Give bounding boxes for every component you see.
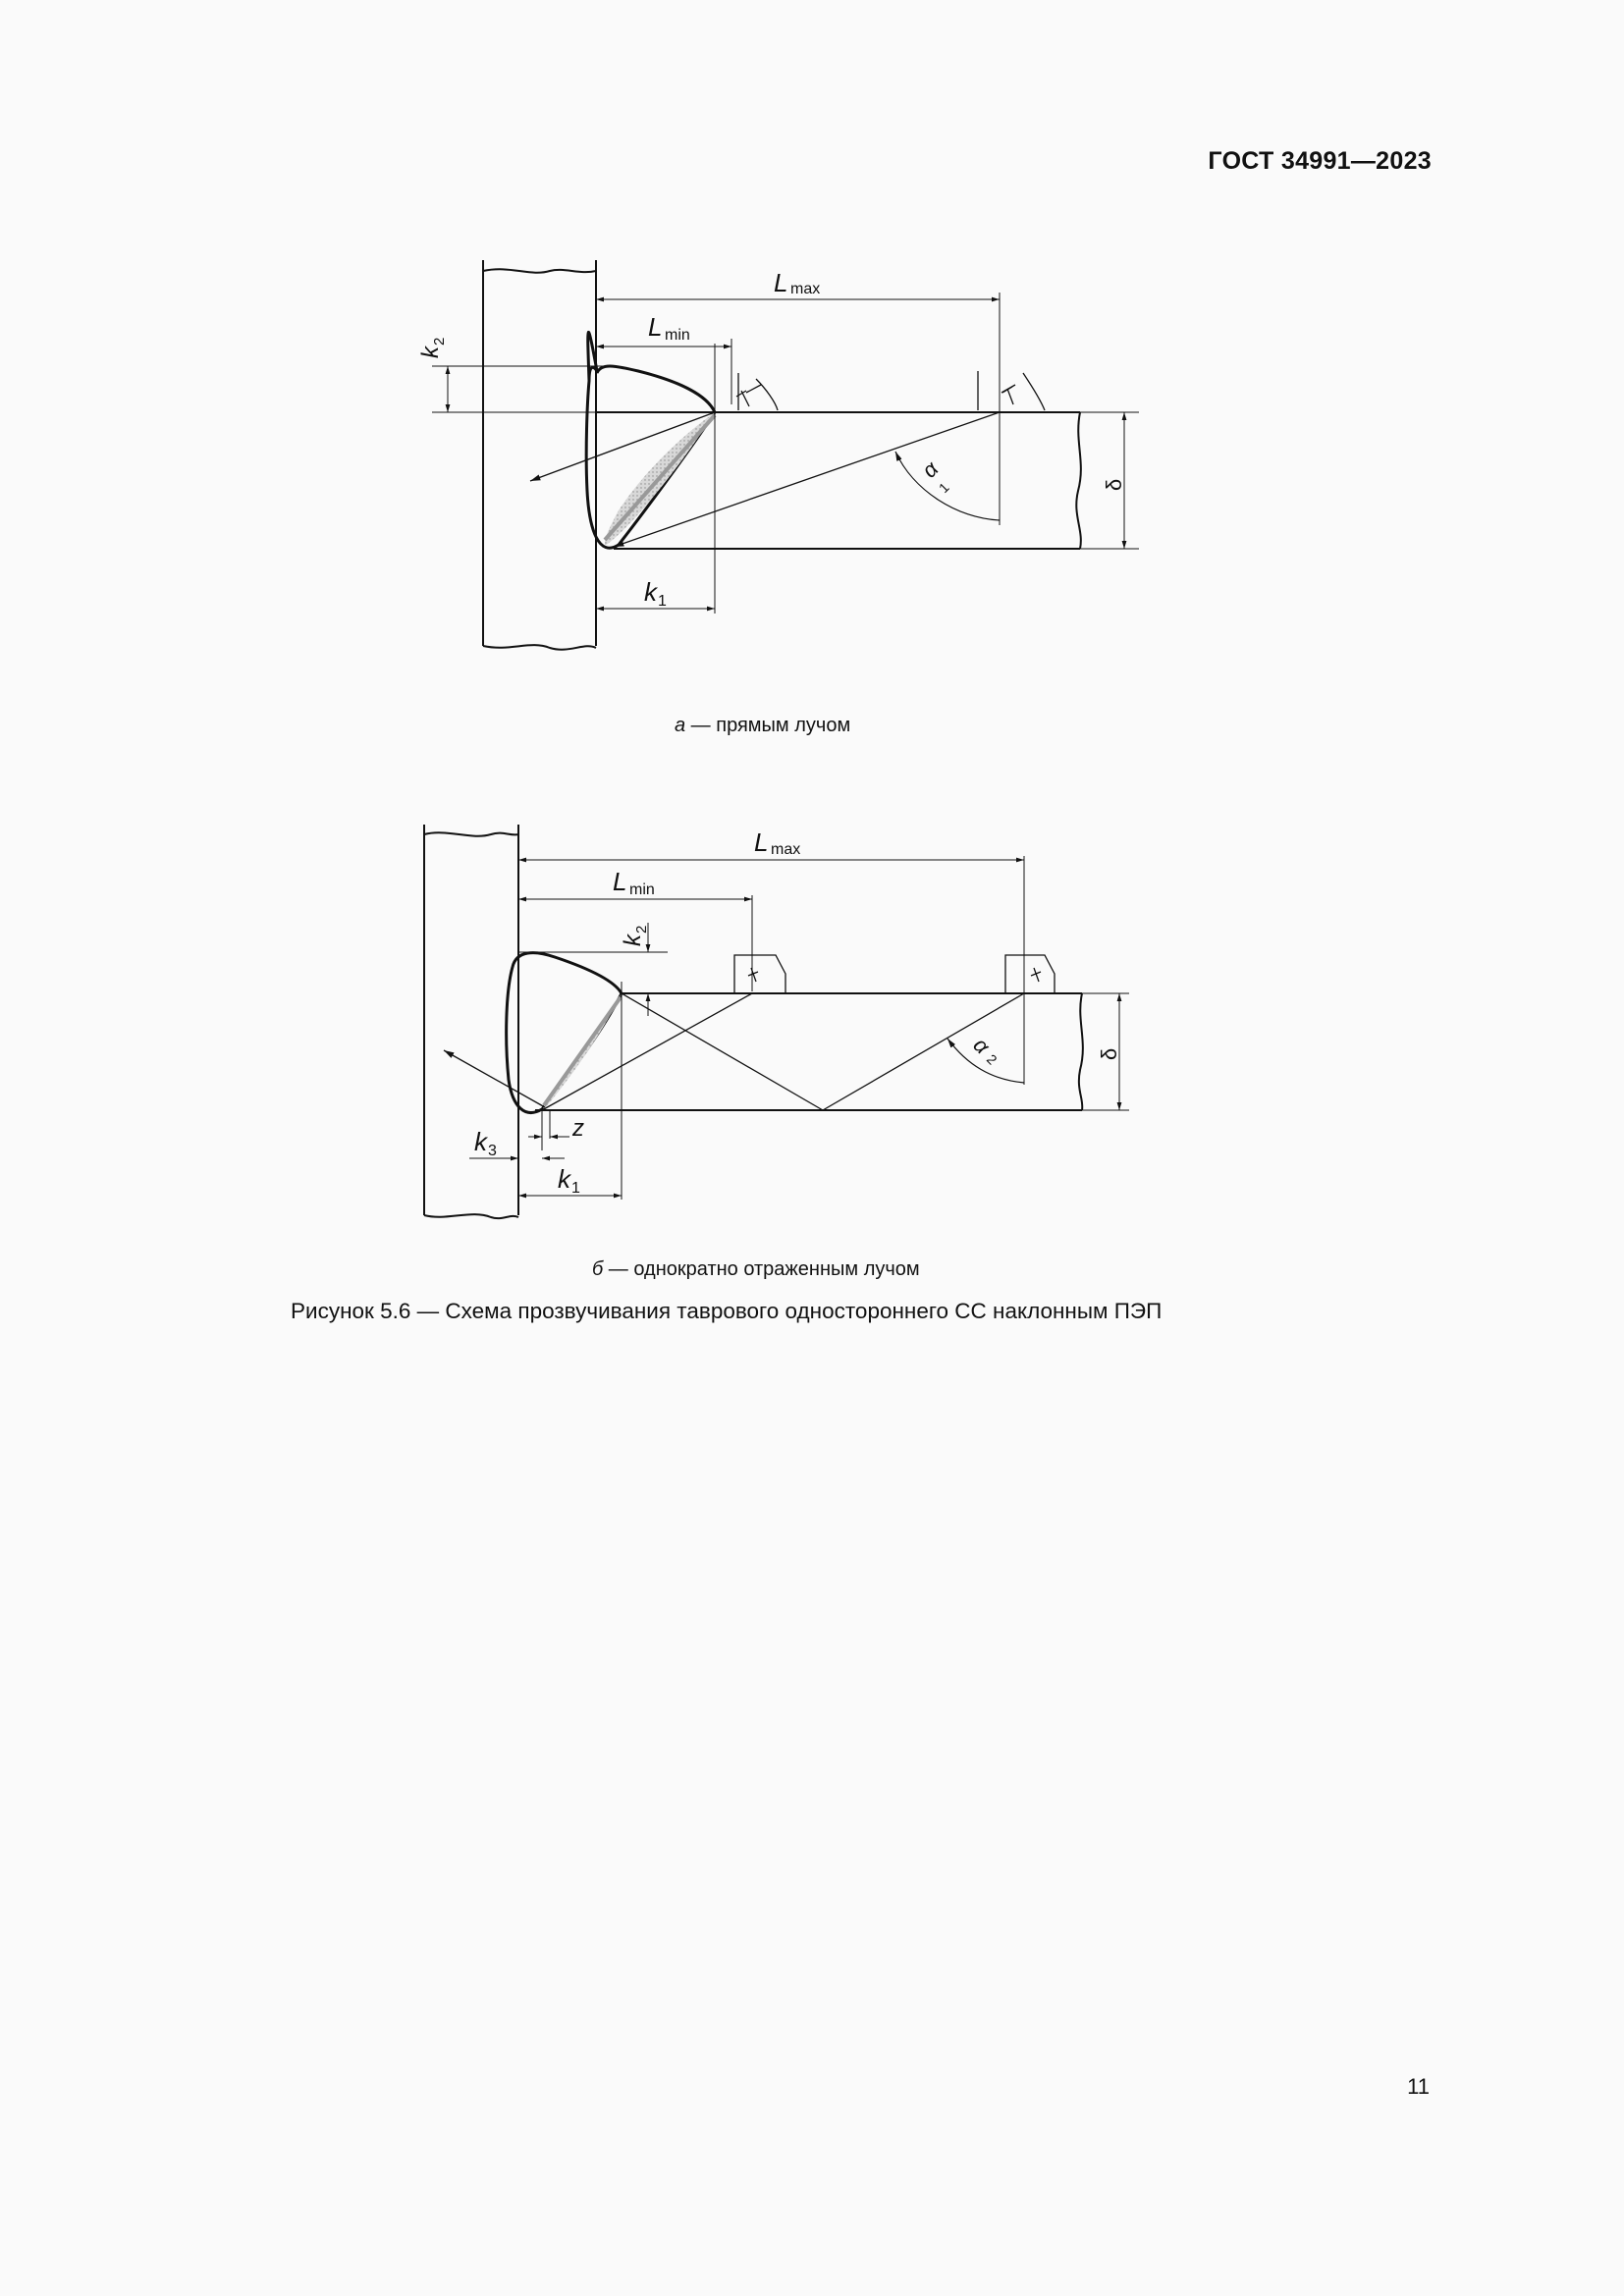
probe-2 bbox=[978, 371, 1045, 410]
label-k1: k bbox=[644, 577, 657, 607]
label-L-max: L bbox=[774, 268, 788, 297]
label-k2-sub: 2 bbox=[431, 337, 448, 346]
page-number: 11 bbox=[1407, 2074, 1430, 2099]
figure-a-drawing bbox=[0, 250, 1624, 663]
label-b-L-max: L bbox=[754, 828, 769, 857]
weld-bead-b bbox=[507, 953, 622, 1113]
label-b-L-min: L bbox=[613, 867, 627, 896]
label-b-k1-sub: 1 bbox=[571, 1180, 580, 1197]
figure-a bbox=[0, 250, 1624, 663]
label-b-alpha2-sub: 2 bbox=[983, 1050, 1001, 1068]
probe-b-2 bbox=[1005, 955, 1055, 992]
label-b-z: z bbox=[572, 1115, 584, 1142]
label-b-k3: k bbox=[474, 1127, 487, 1156]
label-b-max-sub: max bbox=[771, 841, 801, 858]
probe-b-1 bbox=[734, 955, 785, 992]
plate-outline-b bbox=[535, 993, 1083, 1110]
label-L-min: L bbox=[648, 312, 663, 342]
label-min-sub: min bbox=[665, 327, 690, 344]
figure-b-letter: б bbox=[592, 1258, 604, 1280]
figure-b-caption bbox=[0, 1258, 1624, 1281]
figure-b-caption-text: — однократно отраженным лучом bbox=[603, 1258, 920, 1280]
figure-a-caption-text: — прямым лучом bbox=[685, 715, 851, 736]
label-b-min-sub: min bbox=[629, 881, 655, 898]
label-max-sub: max bbox=[790, 281, 821, 297]
label-b-k2: k bbox=[620, 934, 646, 946]
wall-outline bbox=[483, 260, 596, 650]
label-delta: δ bbox=[1102, 478, 1126, 491]
document-code: ГОСТ 34991—2023 bbox=[1208, 147, 1432, 175]
figure-b bbox=[0, 815, 1624, 1227]
plate-outline bbox=[596, 412, 1081, 549]
wall-outline-b bbox=[424, 825, 518, 1218]
label-b-alpha2: α bbox=[968, 1032, 996, 1059]
figure-a-letter: а bbox=[675, 715, 686, 736]
label-alpha1: α bbox=[916, 455, 944, 483]
label-b-k3-sub: 3 bbox=[488, 1143, 497, 1159]
label-b-k1: k bbox=[558, 1164, 570, 1194]
figure-caption: Рисунок 5.6 — Схема прозвучивания таврового одностороннего СС наклонным ПЭП bbox=[291, 1299, 1163, 1323]
label-b-delta: δ bbox=[1097, 1047, 1121, 1060]
label-k2: k bbox=[417, 347, 444, 358]
label-alpha1-sub: 1 bbox=[935, 479, 952, 497]
label-k1-sub: 1 bbox=[658, 593, 667, 610]
label-b-k2-sub: 2 bbox=[633, 925, 650, 934]
figure-a-caption bbox=[0, 715, 1624, 737]
figure-b-drawing bbox=[0, 815, 1624, 1227]
